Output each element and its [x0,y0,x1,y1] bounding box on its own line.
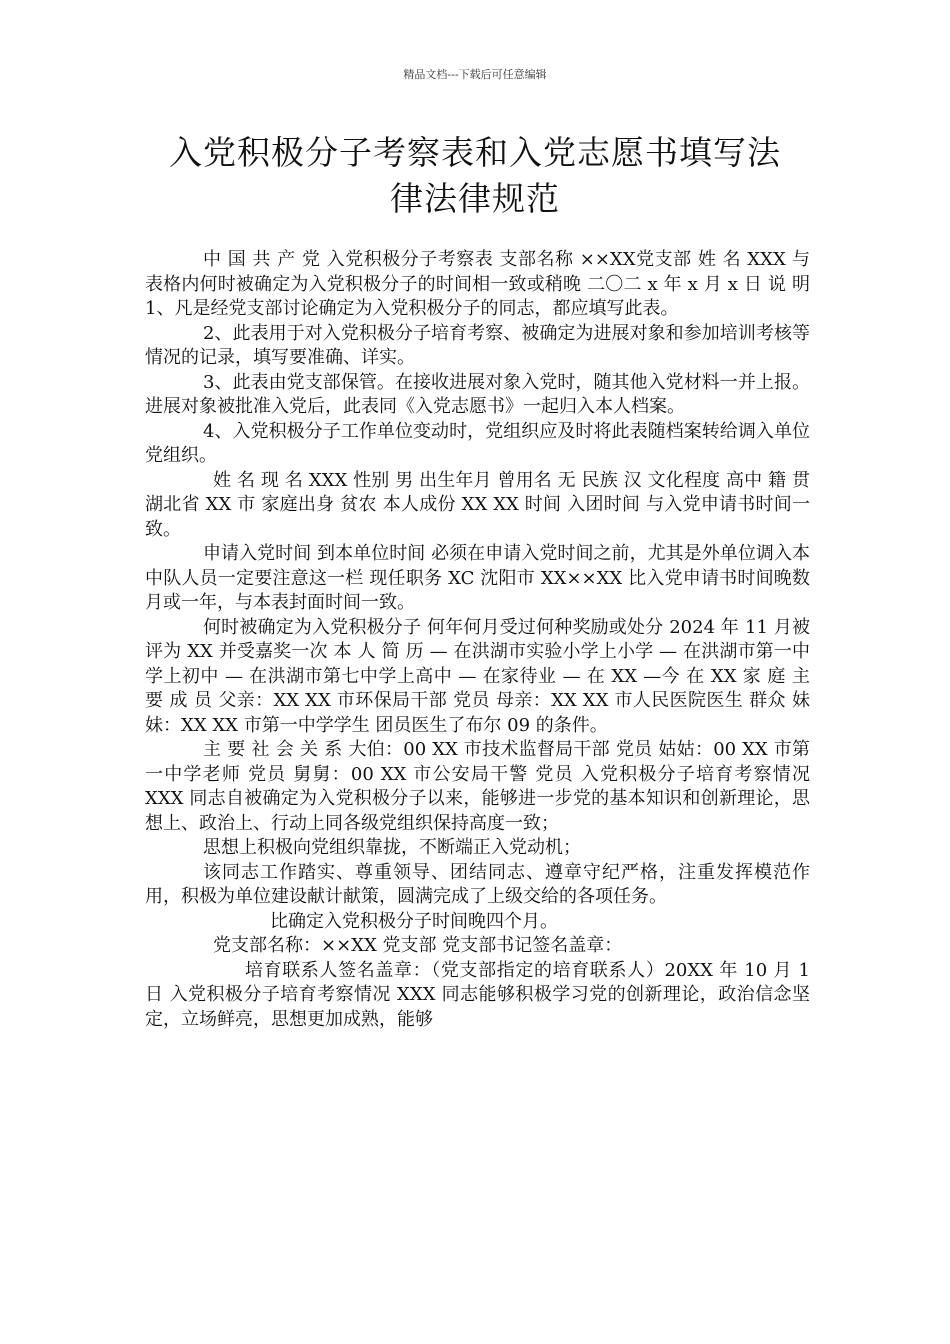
paragraph-application-time: 申请入党时间 到本单位时间 必须在申请入党时间之前，尤其是外单位调入本中队人员一定要注意这一栏 现任职务 XC 沈阳市 XX××XX 比入党申请书时间晚数月或一年，与本表封面时间一致。 [145,543,810,613]
paragraph-instruction-4: 4、入党积极分子工作单位变动时，党组织应及时将此表随档案转给调入单位党组织。 [145,420,810,466]
document-body [145,248,810,1032]
paragraph-personal-info: 姓 名 现 名 XXX 性别 男 出生年月 曾用名 无 民族 汉 文化程度 高中 籍 贯 湖北省 XX 市 家庭出身 贫农 本人成份 XX XX 时间 入团时间 与入党申请书时间一致。 [145,469,810,540]
paragraph-instruction-3: 3、此表由党支部保管。在接收进展对象入党时，随其他入党材料一并上报。进展对象被批准入党后，此表同《入党志愿书》一起归入本人档案。 [145,371,810,417]
title-line-2: 律法律规范 [390,179,560,218]
paragraph-contact-signature: 培育联系人签名盖章：（党支部指定的培育联系人）20XX 年 10 月 1 日 入党积极分子培育考察情况 XXX 同志能够积极学习党的创新理论，政治信念坚定，立场鲜亮，思想更加成熟，能够 [145,959,810,1030]
paragraph-instruction-2: 2、此表用于对入党积极分子培育考察、被确定为进展对象和参加培训考核等情况的记录，填写要准确、详实。 [145,322,810,368]
paragraph-branch-signature: 党支部名称：××XX 党支部 党支部书记签名盖章： [213,935,623,956]
paragraph-work: 该同志工作踏实、尊重领导、团结同志、遵章守纪严格，注重发挥模范作用，积极为单位建设献计献策，圆满完成了上级交给的各项任务。 [145,861,810,907]
page-header: 精品文档---下载后可任意编辑 [403,68,547,81]
document-title [145,130,805,222]
paragraph-resume-family: 何时被确定为入党积极分子 何年何月受过何种奖励或处分 2024 年 11 月被评为 XX 并受嘉奖一次 本 人 简 历 — 在洪湖市实验小学上小学 — 在洪湖市第一中学上初中 — 在洪湖市第七中学上高中 — 在家待业 — 在 XX —今 在 XX 家 庭 主 要 成 员 父亲：XX XX 市环保局干部 党员 母亲：XX XX 市人民医院医生 群众 妹妹：XX XX 市第一中学学生 团员医生了布尔 09 的条件。 [145,616,810,736]
paragraph-social-relations: 主 要 社 会 关 系 大伯：00 XX 市技术监督局干部 党员 姑姑：00 XX 市第一中学老师 党员 舅舅：00 XX 市公安局干警 党员 入党积极分子培育考察情况 XXX 同志自被确定为入党积极分子以来，能够进一步党的基本知识和创新理论，思想上、政治上、行动上同各级党组织保持高度一致； [145,739,810,834]
paragraph-form-intro: 中 国 共 产 党 入党积极分子考察表 支部名称 ××XX党支部 姓 名 XXX 与表格内何时被确定为入党积极分子的时间相一致或稍晚 二〇二 x 年 x 月 x 日 说 明 1、凡是经党支部讨论确定为入党积极分子的同志，都应填写此表。 [145,249,810,319]
paragraph-thought: 思想上积极向党组织靠拢，不断端正入党动机； [203,837,581,858]
title-line-1: 入党积极分子考察表和入党志愿书填写法 [169,133,781,172]
paragraph-note: 比确定入党积极分子时间晚四个月。 [270,910,558,932]
